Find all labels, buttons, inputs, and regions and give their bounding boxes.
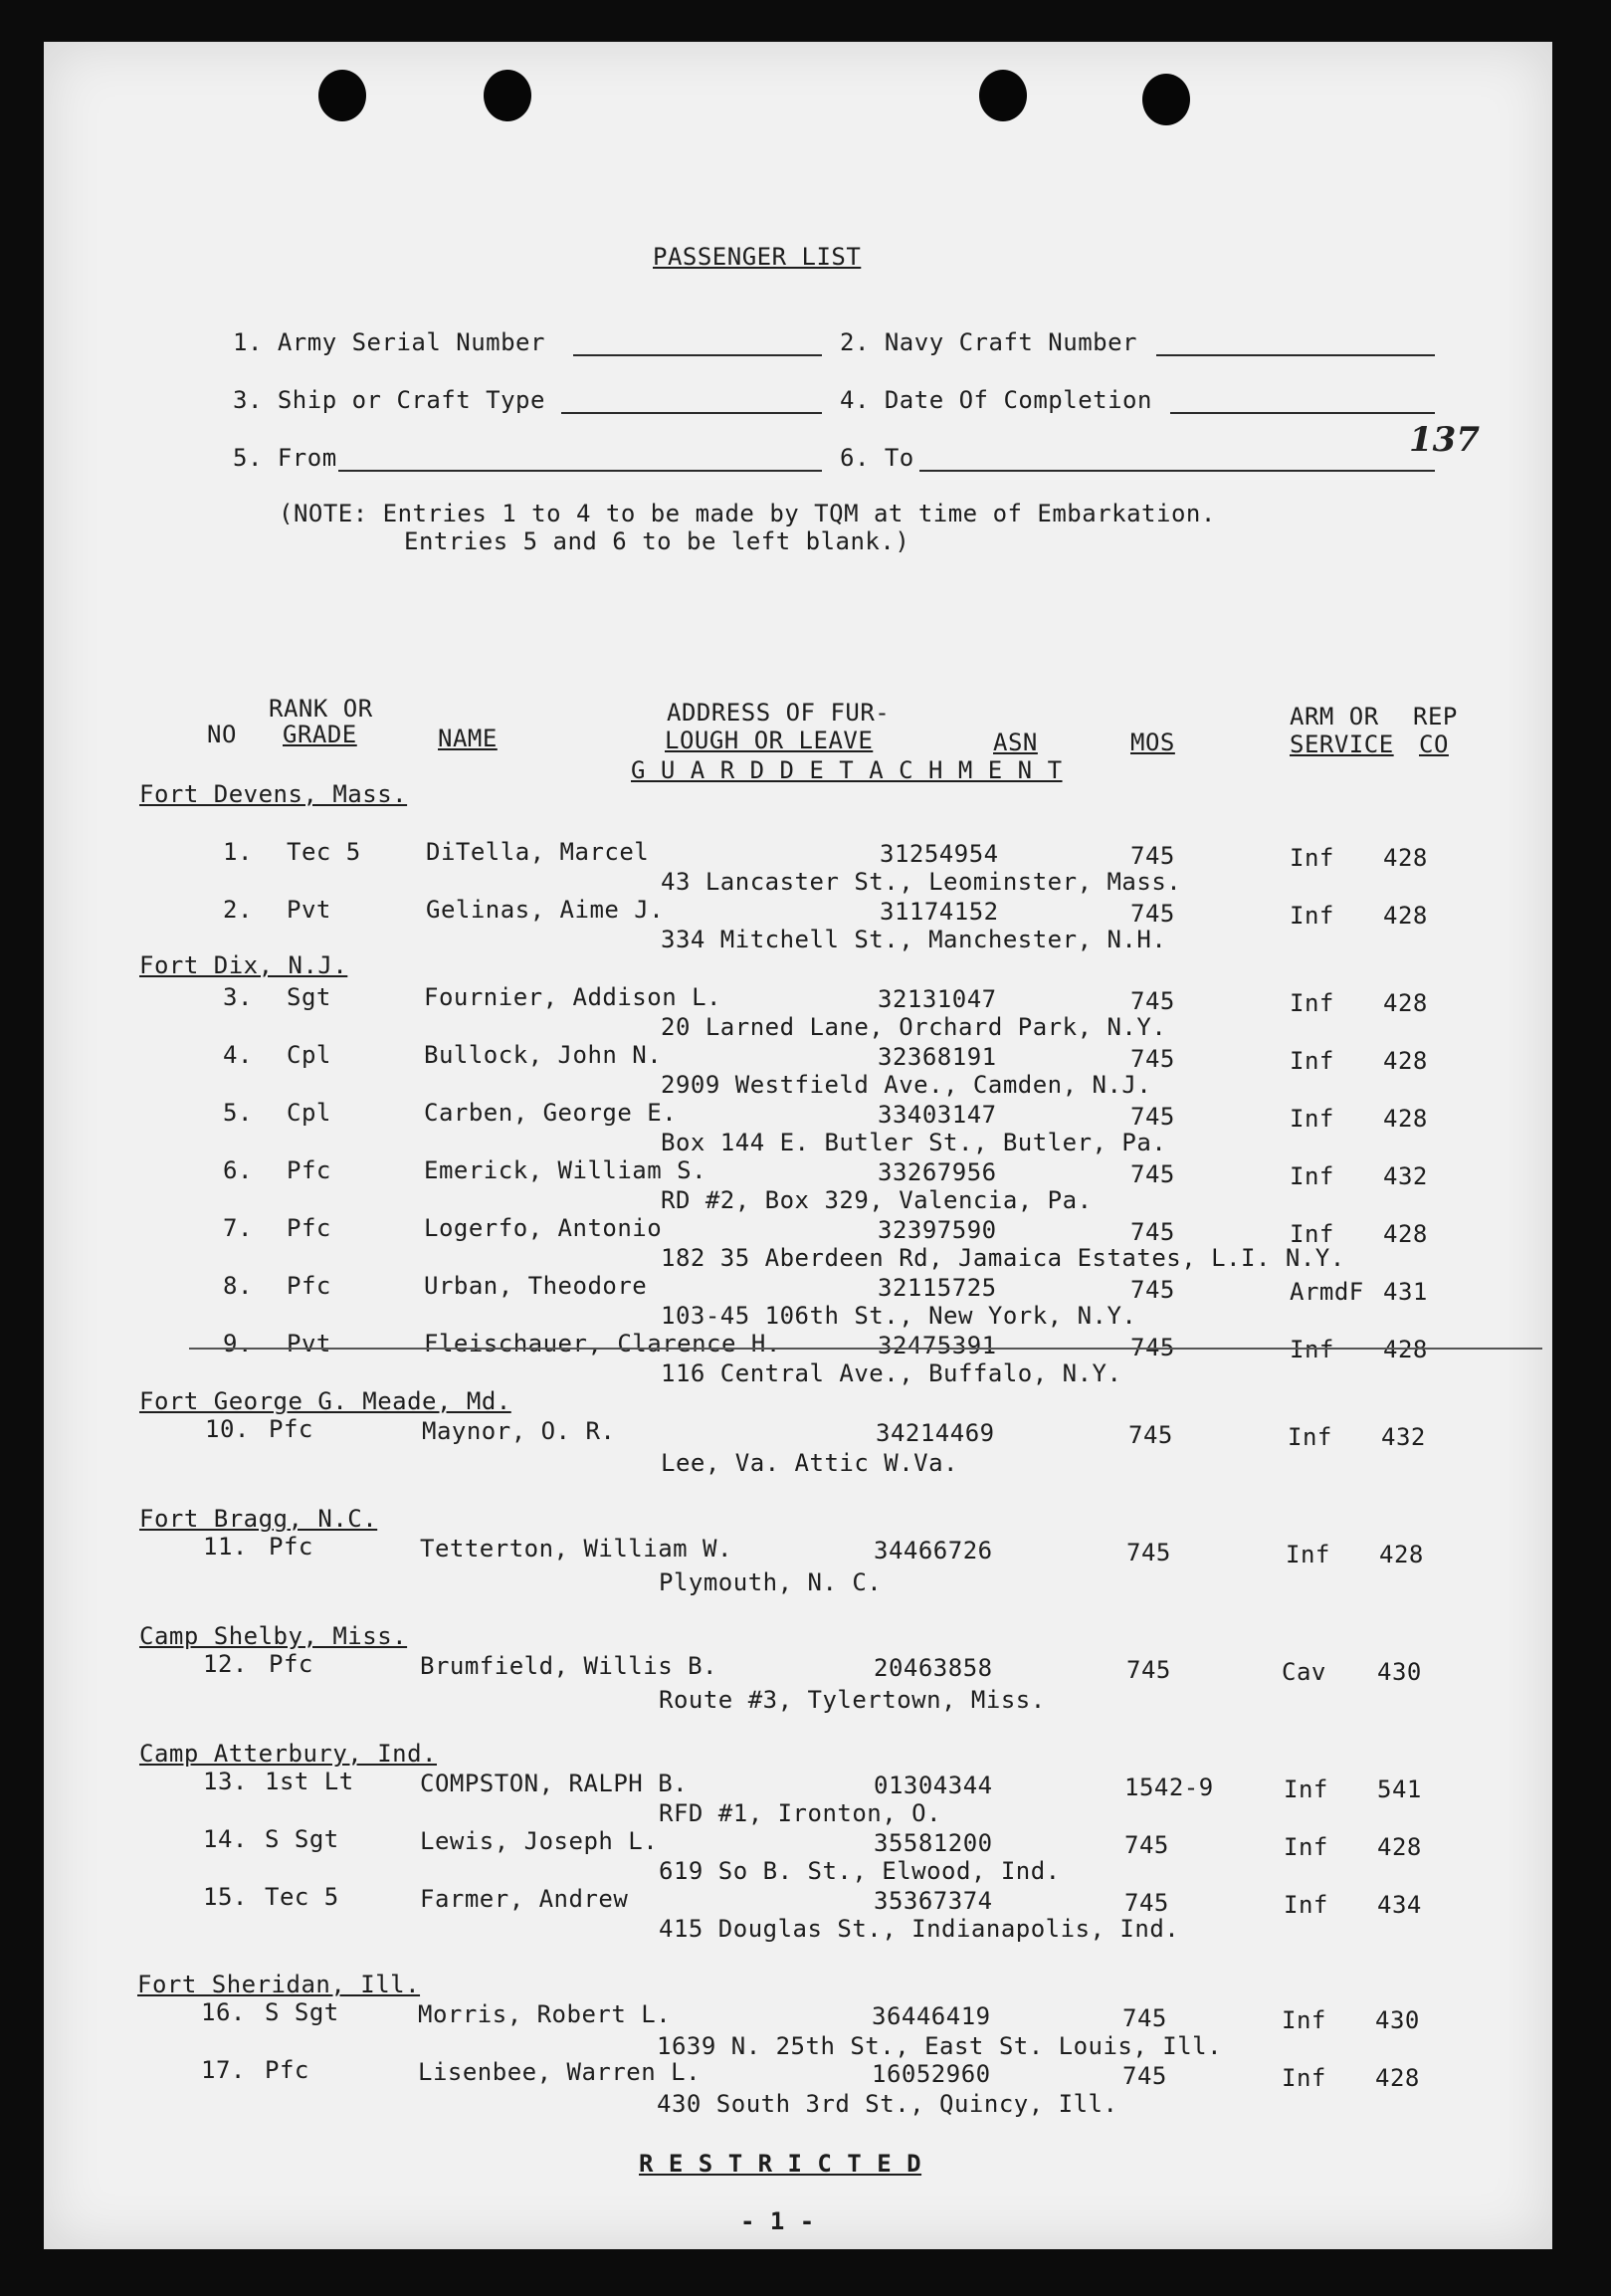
field-army-serial-number-line[interactable] [573,354,822,356]
column-header-address-bottom: LOUGH OR LEAVE [665,727,874,754]
row-no: 6. [223,1156,253,1184]
row-name: Morris, Robert L. [418,2000,672,2028]
row-mos: 745 [1126,1539,1171,1566]
row-mos: 745 [1130,1334,1175,1361]
row-rank: Sgt [287,983,331,1011]
row-arm: Inf [1286,1541,1330,1568]
row-rank: Pfc [269,1533,313,1561]
column-header-arm-top: ARM OR [1290,703,1379,731]
row-name: Bullock, John N. [424,1041,663,1069]
row-rank: Pfc [287,1156,331,1184]
row-asn: 35581200 [874,1829,993,1857]
row-arm: Inf [1282,2064,1326,2092]
row-name: Logerfo, Antonio [424,1214,663,1242]
location-heading: Fort Sheridan, Ill. [137,1971,421,1998]
row-no: 2. [223,896,253,924]
row-arm: Inf [1282,2006,1326,2034]
row-no: 11. [203,1533,248,1561]
row-mos: 745 [1126,1656,1171,1684]
row-asn: 31254954 [880,840,999,868]
row-arm: Inf [1284,1891,1328,1919]
row-no: 15. [203,1883,248,1911]
row-co: 430 [1375,2006,1420,2034]
row-mos: 745 [1130,1160,1175,1188]
row-rank: Tec 5 [287,838,361,866]
row-mos: 745 [1130,987,1175,1015]
field-ship-type-line[interactable] [561,412,822,414]
row-address: Box 144 E. Butler St., Butler, Pa. [661,1129,1167,1156]
row-asn: 32115725 [878,1274,997,1302]
row-rank: Pvt [287,1330,331,1357]
row-address: RD #2, Box 329, Valencia, Pa. [661,1186,1093,1214]
row-rank: Cpl [287,1099,331,1127]
row-arm: Inf [1284,1833,1328,1861]
handwritten-page-number: 137 [1409,420,1480,460]
row-asn: 31174152 [880,898,999,926]
row-no: 8. [223,1272,253,1300]
row-arm: Inf [1290,1105,1334,1133]
row-co: 428 [1383,902,1428,930]
row-arm: ArmdF [1290,1278,1364,1306]
row-address: 334 Mitchell St., Manchester, N.H. [661,926,1167,953]
column-header-name: NAME [438,725,498,752]
row-rank: 1st Lt [265,1768,354,1795]
row-mos: 745 [1122,2004,1167,2032]
location-heading: Fort Dix, N.J. [139,951,348,979]
row-co: 428 [1383,1105,1428,1133]
row-no: 16. [201,1998,246,2026]
row-no: 13. [203,1768,248,1795]
row-co: 434 [1377,1891,1422,1919]
note-line-2: Entries 5 and 6 to be left blank.) [404,527,910,555]
row-asn: 33267956 [878,1158,997,1186]
row-rank: S Sgt [265,1998,339,2026]
row-mos: 745 [1124,1831,1169,1859]
punch-hole [1142,74,1190,125]
column-header-rank-top: RANK OR [269,695,373,723]
row-co: 428 [1383,989,1428,1017]
row-arm: Inf [1290,1162,1334,1190]
row-asn: 32397590 [878,1216,997,1244]
row-co: 432 [1381,1423,1426,1451]
row-mos: 745 [1130,1276,1175,1304]
row-mos: 745 [1122,2062,1167,2090]
field-from-line[interactable] [338,470,822,472]
row-rank: Pfc [287,1214,331,1242]
row-address: 43 Lancaster St., Leominster, Mass. [661,868,1182,896]
column-header-mos: MOS [1130,729,1175,756]
row-name: Lewis, Joseph L. [420,1827,659,1855]
punch-hole [318,70,366,121]
row-asn: 36446419 [872,2002,991,2030]
row-no: 7. [223,1214,253,1242]
row-no: 3. [223,983,253,1011]
row-co: 428 [1383,1336,1428,1363]
strikethrough-line [189,1348,1542,1350]
row-rank: Pfc [265,2056,309,2084]
location-heading: Camp Atterbury, Ind. [139,1740,437,1768]
row-arm: Inf [1290,989,1334,1017]
row-co: 432 [1383,1162,1428,1190]
row-no: 14. [203,1825,248,1853]
row-asn: 33403147 [878,1101,997,1129]
row-co: 428 [1375,2064,1420,2092]
row-co: 428 [1383,1220,1428,1248]
row-address: 182 35 Aberdeen Rd, Jamaica Estates, L.I. N.Y. [661,1244,1345,1272]
row-mos: 745 [1130,1045,1175,1073]
row-no: 4. [223,1041,253,1069]
row-arm: Inf [1290,902,1334,930]
row-address: 430 South 3rd St., Quincy, Ill. [657,2090,1118,2118]
punch-hole [979,70,1027,121]
row-arm: Inf [1290,1336,1334,1363]
field-navy-craft-number-line[interactable] [1156,354,1435,356]
field-army-serial-number-label: 1. Army Serial Number [233,328,545,356]
field-date-of-completion-label: 4. Date Of Completion [840,386,1152,414]
location-heading: Fort Devens, Mass. [139,780,408,808]
row-address: 619 So B. St., Elwood, Ind. [659,1857,1061,1885]
note-line-1: (NOTE: Entries 1 to 4 to be made by TQM at time of Embarkation. [279,500,1216,527]
field-date-of-completion-line[interactable] [1170,412,1435,414]
column-header-arm-bottom: SERVICE [1290,731,1394,758]
row-no: 12. [203,1650,248,1678]
row-co: 541 [1377,1775,1422,1803]
detachment-title: G U A R D D E T A C H M E N T [631,756,1063,784]
row-address: RFD #1, Ironton, O. [659,1799,942,1827]
row-address: 415 Douglas St., Indianapolis, Ind. [659,1915,1180,1943]
row-co: 428 [1383,844,1428,872]
row-address: 2909 Westfield Ave., Camden, N.J. [661,1071,1152,1099]
row-co: 428 [1379,1541,1424,1568]
row-no: 1. [223,838,253,866]
row-asn: 20463858 [874,1654,993,1682]
row-asn: 32368191 [878,1043,997,1071]
row-asn: 35367374 [874,1887,993,1915]
row-rank: S Sgt [265,1825,339,1853]
column-header-asn: ASN [993,729,1038,756]
row-name: Emerick, William S. [424,1156,707,1184]
row-name: Farmer, Andrew [420,1885,629,1913]
page-title: PASSENGER LIST [653,243,862,271]
column-header-address-top: ADDRESS OF FUR- [667,699,891,727]
row-arm: Inf [1284,1775,1328,1803]
row-address: 116 Central Ave., Buffalo, N.Y. [661,1359,1122,1387]
row-mos: 1542-9 [1124,1774,1214,1801]
row-name: Tetterton, William W. [420,1535,732,1563]
classification-label: R E S T R I C T E D [639,2150,922,2178]
row-name: Fleischauer, Clarence H. [424,1330,781,1357]
row-rank: Cpl [287,1041,331,1069]
row-rank: Tec 5 [265,1883,339,1911]
location-heading: Fort Bragg, N.C. [139,1505,378,1533]
column-header-no: NO [207,721,237,748]
row-asn: 16052960 [872,2060,991,2088]
row-address: Plymouth, N. C. [659,1568,883,1596]
row-name: Lisenbee, Warren L. [418,2058,702,2086]
field-from-label: 5. From [233,444,337,472]
column-header-co: CO [1419,731,1449,758]
row-asn: 34214469 [876,1419,995,1447]
page-number: - 1 - [740,2207,815,2235]
row-arm: Inf [1290,1047,1334,1075]
row-name: COMPSTON, RALPH B. [420,1770,689,1797]
punch-hole [484,70,531,121]
row-arm: Cav [1282,1658,1326,1686]
row-mos: 745 [1130,900,1175,928]
row-name: Fournier, Addison L. [424,983,721,1011]
row-address: 20 Larned Lane, Orchard Park, N.Y. [661,1013,1167,1041]
row-arm: Inf [1290,844,1334,872]
row-no: 17. [201,2056,246,2084]
row-name: Brumfield, Willis B. [420,1652,717,1680]
field-navy-craft-number-label: 2. Navy Craft Number [840,328,1137,356]
row-address: 1639 N. 25th St., East St. Louis, Ill. [657,2032,1223,2060]
row-name: Gelinas, Aime J. [426,896,665,924]
row-asn: 01304344 [874,1772,993,1799]
row-name: Maynor, O. R. [422,1417,616,1445]
column-header-rep-top: REP [1413,703,1458,731]
row-no: 10. [205,1415,250,1443]
row-asn: 32475391 [878,1332,997,1359]
row-mos: 745 [1130,1103,1175,1131]
row-no: 9. [223,1330,253,1357]
field-ship-type-label: 3. Ship or Craft Type [233,386,545,414]
row-rank: Pfc [269,1415,313,1443]
row-arm: Inf [1290,1220,1334,1248]
location-heading: Camp Shelby, Miss. [139,1622,408,1650]
row-address: Route #3, Tylertown, Miss. [659,1686,1046,1714]
row-name: DiTella, Marcel [426,838,650,866]
row-mos: 745 [1128,1421,1173,1449]
row-address: Lee, Va. Attic W.Va. [661,1449,958,1477]
location-heading: Fort George G. Meade, Md. [139,1387,511,1415]
row-address: 103-45 106th St., New York, N.Y. [661,1302,1137,1330]
row-co: 430 [1377,1658,1422,1686]
row-name: Urban, Theodore [424,1272,648,1300]
row-rank: Pfc [287,1272,331,1300]
row-co: 428 [1377,1833,1422,1861]
row-mos: 745 [1130,1218,1175,1246]
row-mos: 745 [1130,842,1175,870]
column-header-grade: GRADE [283,721,357,748]
row-co: 431 [1383,1278,1428,1306]
row-mos: 745 [1124,1889,1169,1917]
row-asn: 34466726 [874,1537,993,1565]
field-to-label: 6. To [840,444,914,472]
row-co: 428 [1383,1047,1428,1075]
row-rank: Pvt [287,896,331,924]
field-to-line[interactable] [919,470,1435,472]
row-arm: Inf [1288,1423,1332,1451]
row-name: Carben, George E. [424,1099,678,1127]
row-rank: Pfc [269,1650,313,1678]
row-no: 5. [223,1099,253,1127]
document-page [44,42,1552,2249]
row-asn: 32131047 [878,985,997,1013]
